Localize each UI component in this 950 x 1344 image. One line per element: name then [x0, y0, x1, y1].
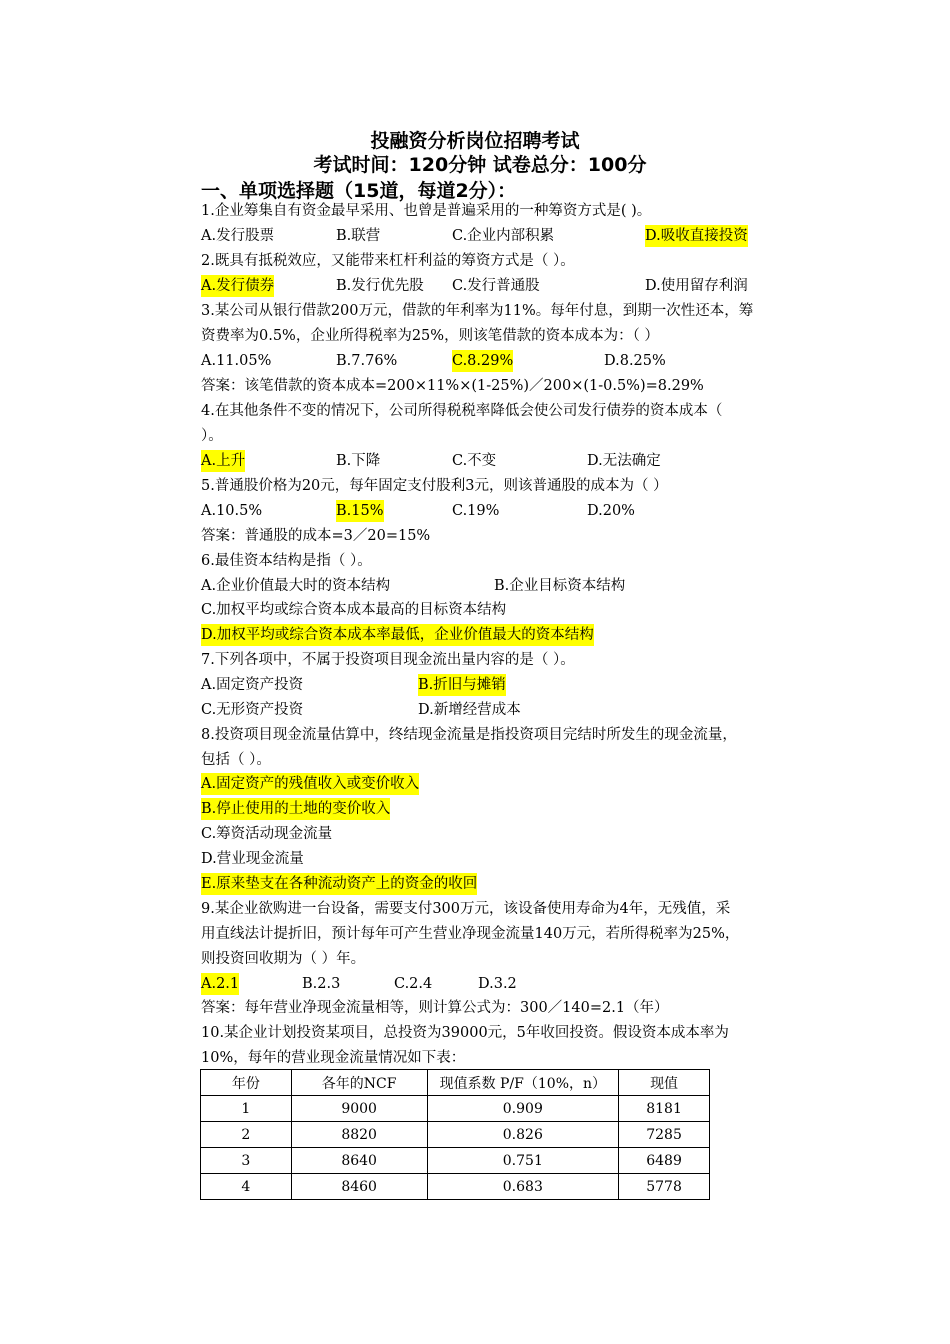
- q7-stem: 7.下列各项中，不属于投资项目现金流出量内容的是（ ）。: [201, 652, 575, 668]
- q5-option-a: A.10.5%: [201, 503, 263, 519]
- table-header-cell: 年份: [201, 1070, 292, 1096]
- q5-stem: 5.普通股价格为20元，每年固定支付股利3元，则该普通股的成本为（ ）: [201, 478, 668, 494]
- q1-option-c: C.企业内部积累: [452, 228, 555, 244]
- q6-option-c: C.加权平均或综合资本成本最高的目标资本结构: [201, 602, 507, 618]
- q10-stem-line1: 10.某企业计划投资某项目，总投资为39000元，5年收回投资。假设资本成本率为: [201, 1025, 729, 1041]
- q9-option-d: D.3.2: [478, 976, 517, 992]
- q7-option-d: D.新增经营成本: [418, 702, 521, 718]
- table-row: [201, 1122, 710, 1148]
- table-cell: 0.751: [427, 1148, 619, 1174]
- q4-option-a-answer: A.上升: [201, 450, 245, 472]
- table-header-row: [201, 1070, 710, 1096]
- table-header-cell: 现值: [619, 1070, 710, 1096]
- q4-stem-line2: ）。: [201, 428, 223, 444]
- q6-stem: 6.最佳资本结构是指（ ）。: [201, 553, 372, 569]
- q6-option-a: A.企业价值最大时的资本结构: [201, 578, 391, 594]
- q8-option-d: D.营业现金流量: [201, 851, 304, 867]
- q3-answer: 答案：该笔借款的资本成本=200×11%×(1-25%)／200×(1-0.5%)=8.29%: [201, 378, 704, 394]
- q2-option-c: C.发行普通股: [452, 278, 540, 294]
- q1-option-d-answer: D.吸收直接投资: [645, 225, 748, 247]
- table-header-cell: 各年的NCF: [291, 1070, 427, 1096]
- table-cell: 6489: [619, 1148, 710, 1174]
- exam-title: 投融资分析岗位招聘考试: [370, 130, 580, 152]
- table-row: [201, 1174, 710, 1200]
- q4-option-c: C.不变: [452, 453, 497, 469]
- q1-option-a: A.发行股票: [201, 228, 275, 244]
- q9-stem-line1: 9.某企业欲购进一台设备，需要支付300万元，该设备使用寿命为4年，无残值，采: [201, 901, 731, 917]
- table-cell: 0.683: [427, 1174, 619, 1200]
- table-cell: 4: [201, 1174, 292, 1200]
- q8-option-a-answer: A.固定资产的残值收入或变价收入: [201, 773, 419, 795]
- table-cell: 2: [201, 1122, 292, 1148]
- table-header-cell: 现值系数 P/F（10%，n）: [427, 1070, 619, 1096]
- table-row: [201, 1096, 710, 1122]
- q4-stem-line1: 4.在其他条件不变的情况下，公司所得税税率降低会使公司发行债券的资本成本（: [201, 403, 723, 419]
- q2-option-b: B.发行优先股: [336, 278, 424, 294]
- q9-option-a-answer: A.2.1: [201, 973, 239, 995]
- table-cell: 8640: [291, 1148, 427, 1174]
- q5-option-b-answer: B.15%: [336, 500, 384, 522]
- table-cell: 8820: [291, 1122, 427, 1148]
- q5-answer: 答案：普通股的成本=3／20=15%: [201, 528, 431, 544]
- q5-option-c: C.19%: [452, 503, 500, 519]
- table-cell: 9000: [291, 1096, 427, 1122]
- q6-option-d-answer: D.加权平均或综合资本成本率最低，企业价值最大的资本结构: [201, 624, 594, 646]
- exam-subtitle: 考试时间：120分钟 试卷总分：100分: [313, 154, 647, 176]
- q2-option-d: D.使用留存利润: [645, 278, 748, 294]
- q1-option-b: B.联营: [336, 228, 381, 244]
- q9-answer: 答案：每年营业净现金流量相等，则计算公式为：300／140=2.1（年）: [201, 1000, 669, 1016]
- q9-option-c: C.2.4: [394, 976, 433, 992]
- q3-option-b: B.7.76%: [336, 353, 398, 369]
- q9-option-b: B.2.3: [302, 976, 341, 992]
- table-cell: 1: [201, 1096, 292, 1122]
- q3-stem-line1: 3.某公司从银行借款200万元，借款的年利率为11%。每年付息，到期一次性还本，筹: [201, 303, 754, 319]
- q4-option-b: B.下降: [336, 453, 381, 469]
- table-cell: 0.909: [427, 1096, 619, 1122]
- q6-option-b: B.企业目标资本结构: [494, 578, 626, 594]
- table-cell: 0.826: [427, 1122, 619, 1148]
- q3-stem-line2: 资费率为0.5%，企业所得税率为25%，则该笔借款的资本成本为：（ ）: [201, 328, 659, 344]
- section-heading: 一、单项选择题（15道，每道2分）：: [201, 180, 517, 202]
- q2-stem: 2.既具有抵税效应，又能带来杠杆利益的筹资方式是（ ）。: [201, 253, 575, 269]
- q8-stem-line2: 包括（ ）。: [201, 752, 271, 768]
- q8-option-b-answer: B.停止使用的土地的变价收入: [201, 798, 390, 820]
- q10-stem-line2: 10%，每年的营业现金流量情况如下表：: [201, 1050, 466, 1066]
- q7-option-c: C.无形资产投资: [201, 702, 304, 718]
- q7-option-b-answer: B.折旧与摊销: [418, 674, 506, 696]
- q2-option-a-answer: A.发行债券: [201, 275, 274, 297]
- q5-option-d: D.20%: [587, 503, 635, 519]
- table-cell: 8460: [291, 1174, 427, 1200]
- q8-option-c: C.筹资活动现金流量: [201, 826, 333, 842]
- table-row: [201, 1148, 710, 1174]
- q4-option-d: D.无法确定: [587, 453, 661, 469]
- table-cell: 3: [201, 1148, 292, 1174]
- q7-option-a: A.固定资产投资: [201, 677, 304, 693]
- q8-option-e-answer: E.原来垫支在各种流动资产上的资金的收回: [201, 873, 477, 895]
- table-cell: 8181: [619, 1096, 710, 1122]
- table-cell: 5778: [619, 1174, 710, 1200]
- table-cell: 7285: [619, 1122, 710, 1148]
- q9-stem-line3: 则投资回收期为（ ）年。: [201, 951, 366, 967]
- q1-stem: 1.企业筹集自有资金最早采用、也曾是普遍采用的一种筹资方式是( )。: [201, 203, 652, 219]
- q8-stem-line1: 8.投资项目现金流量估算中，终结现金流量是指投资项目完结时所发生的现金流量，: [201, 727, 737, 743]
- q3-option-a: A.11.05%: [201, 353, 272, 369]
- npv-table: [200, 1069, 710, 1200]
- q3-option-d: D.8.25%: [604, 353, 666, 369]
- q3-option-c-answer: C.8.29%: [452, 350, 513, 372]
- q9-stem-line2: 用直线法计提折旧，预计每年可产生营业净现金流量140万元，若所得税率为25%，: [201, 926, 740, 942]
